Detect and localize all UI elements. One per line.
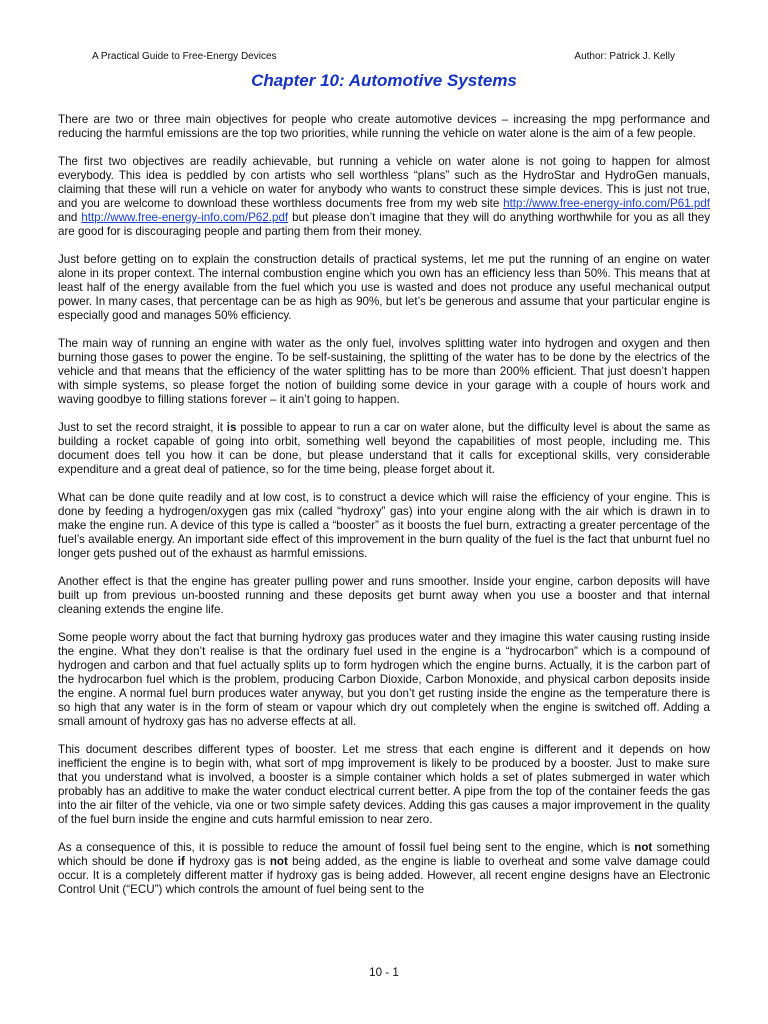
paragraph — [58, 841, 710, 897]
document-body — [58, 113, 710, 911]
paragraph-text: being added, as the engine is liable to overheat and some valve damage could occur. It is a completely different matter if hydroxy gas is being added. However, all recent engine designs have an Electronic Control Unit (“ECU”) which controls the amount of fuel being sent to the — [58, 855, 710, 896]
paragraph: Some people worry about the fact that burning hydroxy gas produces water and they imagine this water causing rusting inside the engine. What they don’t realise is that the ordinary fuel used in the engine is a “hydrocarbon” which is a compound of hydrogen and carbon and that fuel actually splits up to form hydrogen which the engine burns. Actually, it is the carbon part of the hydrocarbon fuel which is the problem, producing Carbon Dioxide, Carbon Monoxide, and physical carbon deposits inside the engine. A normal fuel burn produces water anyway, but you don’t get rusting inside the engine as the temperature there is so high that any water is in the form of steam or vapour which dry out completely when the engine is switched off. Adding a small amount of hydroxy gas has no adverse effects at all. — [58, 631, 710, 728]
page-number: 10 - 1 — [369, 966, 399, 979]
chapter-title: Chapter 10: Automotive Systems — [251, 71, 517, 90]
paragraph-text: As a consequence of this, it is possible to reduce the amount of fossil fuel being sent to the engine, which is — [58, 841, 635, 854]
page-header — [92, 51, 675, 63]
paragraph-text: and — [58, 211, 82, 224]
paragraph-text: Just to set the record straight, it — [58, 421, 227, 434]
emphasis-text: not — [634, 841, 653, 854]
emphasis-text: is — [226, 421, 237, 434]
paragraph: Another effect is that the engine has greater pulling power and runs smoother. Inside your engine, carbon deposits will have built up from previous un-boosted running and these deposits get burnt away when you use a booster and that internal cleaning extends the engine life. — [58, 575, 710, 616]
p62-pdf-link[interactable]: http://www.free-energy-info.com/P62.pdf — [81, 211, 289, 224]
book-title: A Practical Guide to Free-Energy Devices — [92, 51, 277, 62]
paragraph — [58, 155, 710, 239]
paragraph: Just before getting on to explain the construction details of practical systems, let me put the running of an engine on water alone in its proper context. The internal combustion engine which you own has an efficiency less than 50%. This means that at least half of the energy available from the fuel which you use is wasted and does not produce any useful mechanical output power. In many cases, that percentage can be as high as 90%, but let’s be generous and assume that your particular engine is especially good and manages 50% efficiency. — [58, 253, 710, 322]
emphasis-text: if — [177, 855, 185, 868]
paragraph-text: but please don’t imagine that they will do anything worthwhile for you as all they are good for is discouraging people and parting them from their money. — [58, 211, 710, 238]
author-name: Author: Patrick J. Kelly — [574, 51, 675, 62]
paragraph: What can be done quite readily and at low cost, is to construct a device which will raise the efficiency of your engine. This is done by feeding a hydrogen/oxygen gas mix (called “hydroxy” gas) into your engine along with the air which is drawn in to make the engine run. A device of this type is called a “booster” as it boosts the fuel burn, extracting a greater percentage of the fuel’s available energy. An important side effect of this improvement in the burn quality of the fuel is the fact that unburnt fuel no longer gets pushed out of the exhaust as harmful emissions. — [58, 491, 710, 560]
paragraph: There are two or three main objectives for people who create automotive devices – increasing the mpg performance and reducing the harmful emissions are the top two priorities, while running the vehicle on water alone is the aim of a few people. — [58, 113, 710, 140]
paragraph-text: The first two objectives are readily achievable, but running a vehicle on water alone is not going to happen for almost everybody. This idea is peddled by con artists who sell worthless “plans” such as the HydroStar and HydroGen manuals, claiming that these will run a vehicle on water for anybody who wants to construct these simple devices. This is just not true, and you are welcome to download these worthless documents free from my web site — [58, 155, 710, 210]
p61-pdf-link[interactable]: http://www.free-energy-info.com/P61.pdf — [503, 197, 710, 210]
paragraph-text: hydroxy gas is — [184, 855, 270, 868]
paragraph-text: something which should be done — [58, 841, 710, 868]
paragraph: The main way of running an engine with water as the only fuel, involves splitting water into hydrogen and oxygen and then burning those gases to power the engine. To be self-sustaining, the splitting of the water has to be done by the electrics of the vehicle and that means that the efficiency of the water splitting has to be more than 200% efficient. That just doesn’t happen with simple systems, so please forget the notion of building some device in your garage with a couple of hours work and waving goodbye to filling stations forever – it ain’t going to happen. — [58, 337, 710, 406]
paragraph — [58, 421, 710, 477]
paragraph-text: possible to appear to run a car on water alone, but the difficulty level is about the same as building a rocket capable of going into orbit, something well beyond the capabilities of most people, including me. This document does tell you how it can be done, but please understand that it calls for exceptional skills, very considerable expenditure and a great deal of patience, so for the time being, please forget about it. — [58, 421, 711, 476]
paragraph: This document describes different types of booster. Let me stress that each engine is different and it depends on how inefficient the engine is to begin with, what sort of mpg improvement is likely to be produced by a booster. Just to make sure that you understand what is involved, a booster is a simple container which holds a set of plates submerged in water which probably has an additive to make the water conduct electrical current better. A pipe from the top of the container feeds the gas into the air filter of the vehicle, via one or two simple safety devices. Adding this gas causes a major improvement in the quality of the fuel burn inside the engine and cuts harmful emission to near zero. — [58, 743, 710, 826]
emphasis-text: not — [269, 855, 288, 868]
